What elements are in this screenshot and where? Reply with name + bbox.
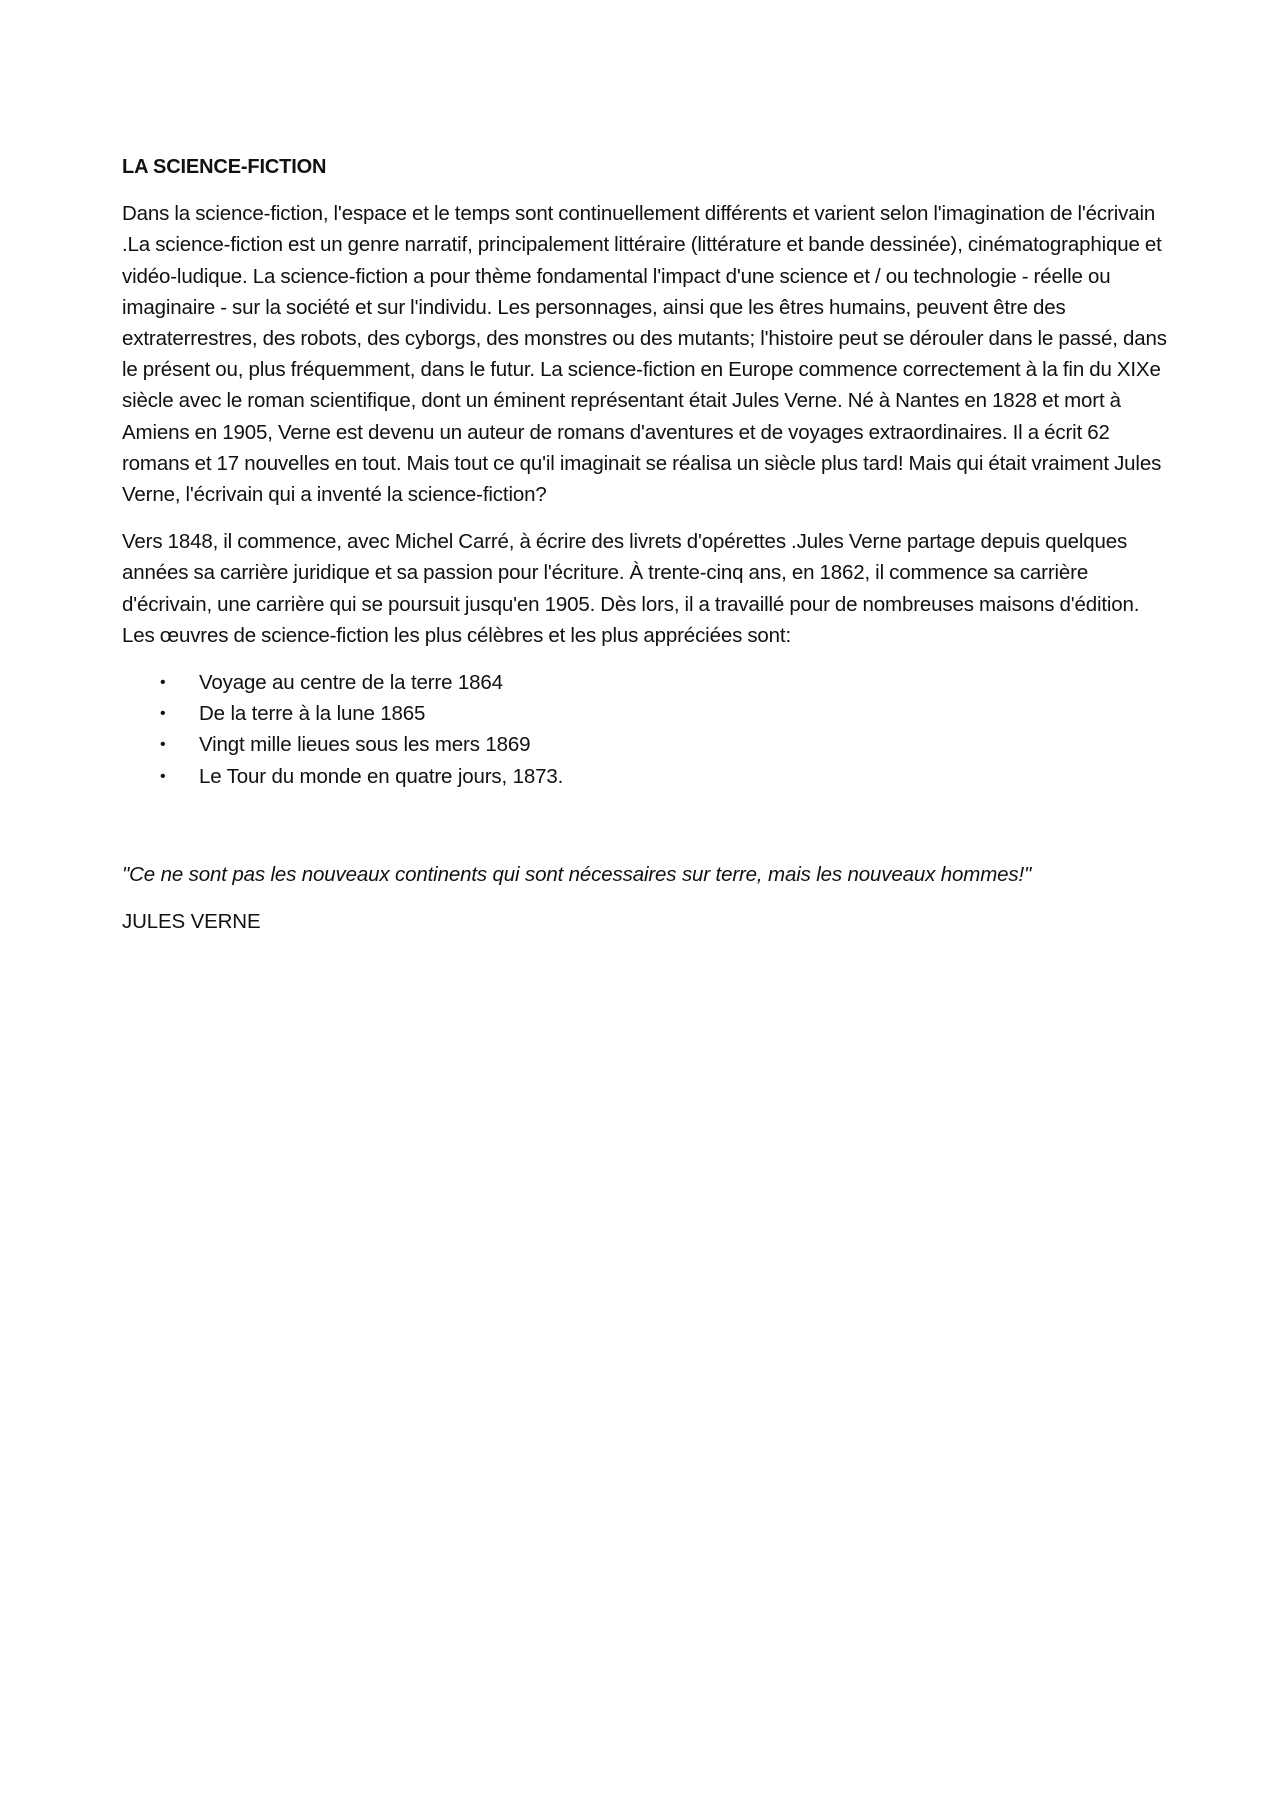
work-title: Voyage au centre de la terre 1864: [199, 671, 503, 695]
document-page: [122, 152, 1170, 937]
list-item: [122, 667, 1170, 698]
paragraph-biography: Vers 1848, il commence, avec Michel Carré, à écrire des livrets d'opérettes .Jules Verne partage depuis quelques années sa carrière juridique et sa passion pour l'écriture. À trente-cinq ans, en 1862, il commence sa carrière d'écrivain, une carrière qui se poursuit jusqu'en 1905. Dès lors, il a travaillé pour de nombreuses maisons d'édition. Les œuvres de science-fiction les plus célèbres et les plus appréciées sont:: [122, 530, 1140, 647]
list-item: [122, 761, 1170, 792]
work-title: De la terre à la lune 1865: [199, 702, 426, 726]
list-item: [122, 698, 1170, 729]
bullet-icon: •: [160, 705, 166, 723]
bullet-icon: •: [160, 767, 166, 785]
quote-author: JULES VERNE: [122, 910, 261, 934]
bullet-icon: •: [160, 674, 166, 692]
list-item: [122, 729, 1170, 760]
work-title: Vingt mille lieues sous les mers 1869: [199, 733, 531, 757]
bullet-icon: •: [160, 736, 166, 754]
document-title: LA SCIENCE-FICTION: [122, 156, 327, 178]
work-title: Le Tour du monde en quatre jours, 1873.: [199, 764, 564, 788]
works-list: [122, 667, 1170, 792]
quote-text: "Ce ne sont pas les nouveaux continents qui sont nécessaires sur terre, mais les nouveaux hommes!": [122, 862, 1032, 886]
paragraph-intro: Dans la science-fiction, l'espace et le temps sont continuellement différents et varient selon l'imagination de l'écrivain .La science-fiction est un genre narratif, principalement littéraire (littérature et bande dessinée), cinématographique et vidéo-ludique. La science-fiction a pour thème fondamental l'impact d'une science et / ou technologie - réelle ou imaginaire - sur la société et sur l'individu. Les personnages, ainsi que les êtres humains, peuvent être des extraterrestres, des robots, des cyborgs, des monstres ou des mutants; l'histoire peut se dérouler dans le passé, dans le présent ou, plus fréquemment, dans le futur. La science-fiction en Europe commence correctement à la fin du XIXe siècle avec le roman scientifique, dont un éminent représentant était Jules Verne. Né à Nantes en 1828 et mort à Amiens en 1905, Verne est devenu un auteur de romans d'aventures et de voyages extraordinaires. Il a écrit 62 romans et 17 nouvelles en tout. Mais tout ce qu'il imaginait se réalisa un siècle plus tard! Mais qui était vraiment Jules Verne, l'écrivain qui a inventé la science-fiction?: [122, 202, 1167, 507]
